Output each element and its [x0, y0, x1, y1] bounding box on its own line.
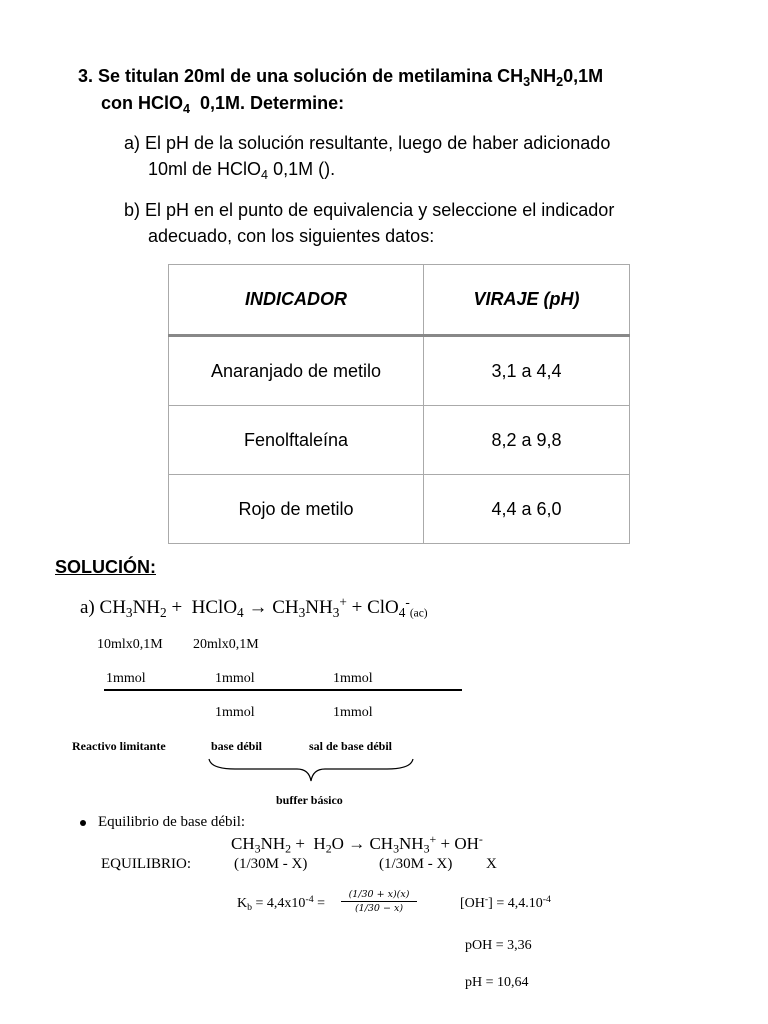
hydroxide-concentration: $[OH^-] = 4,4.10^{-4}$	[460, 894, 551, 911]
formula-part: CH	[497, 66, 524, 86]
formula-sub: 2	[556, 74, 564, 89]
mmol-final: 1mmol	[215, 705, 255, 720]
kb-equation: $K_b = 4,4x10^{-4}$ =	[237, 894, 326, 913]
kb-value: = 4,4x10	[255, 896, 306, 911]
equilibrium-term: X	[486, 856, 497, 872]
formula-concentration: 0,1M	[563, 66, 604, 86]
equilibrium-term: (1/30M - X)	[379, 856, 453, 872]
label-weak-base: base débil	[211, 739, 263, 753]
part-a-text: 10ml de HClO	[148, 159, 262, 179]
reaction-equation: a) $CH_3NH_2$ + HClO$_4$ → $CH_3NH_3^+ + ClO_4^-_{(ac)}$	[80, 594, 428, 620]
table-header: INDICADOR	[169, 265, 424, 336]
formula-part: NH	[530, 66, 557, 86]
mmol-final: 1mmol	[333, 705, 373, 720]
equilibrium-label: EQUILIBRIO:	[101, 856, 191, 872]
mmol-initial: 1mmol	[333, 671, 373, 686]
label-limiting-reagent: Reactivo limitante	[72, 739, 166, 753]
part-b-line-1: b) El pH en el punto de equivalencia y seleccione el indicador	[124, 200, 615, 220]
table-row	[169, 475, 630, 544]
bullet-icon	[80, 820, 86, 826]
divider-line	[104, 689, 462, 691]
problem-text-1: Se titulan 20ml de una solución de metilamina	[98, 66, 498, 86]
table-row	[169, 336, 630, 406]
indicator-table	[168, 264, 630, 544]
table-header-row	[169, 265, 630, 336]
mmol-initial: 1mmol	[106, 671, 146, 686]
mmol-initial: 1mmol	[215, 671, 255, 686]
table-row	[169, 406, 630, 475]
kb-exponent: -4	[305, 894, 314, 906]
problem-text-2b: 0,1M. Determine:	[190, 93, 345, 113]
problem-number: 3.	[78, 66, 94, 86]
oh-value: ] = 4,4.10	[488, 896, 543, 911]
formula-sub: 4	[261, 167, 269, 182]
poh-result: pOH = 3,36	[465, 938, 532, 953]
kb-fraction: (1/30 + x)(x) (1/30 − x)	[341, 889, 417, 914]
reaction-label: a)	[80, 597, 95, 618]
ph-result: pH = 10,64	[465, 975, 529, 990]
problem-line-2	[101, 93, 344, 114]
problem-text-2a: con HClO	[101, 93, 184, 113]
solution-heading: SOLUCIÓN:	[55, 557, 156, 577]
amount-base: 10mlx0,1M	[97, 637, 163, 652]
part-a-text-end: 0,1M ().	[268, 159, 336, 179]
formula-sub: 4	[183, 101, 191, 116]
part-b-line-2: adecuado, con los siguientes datos:	[148, 226, 435, 246]
amount-acid: 20mlx0,1M	[193, 637, 259, 652]
equilibrium-term: (1/30M - X)	[234, 856, 308, 872]
table-cell: 4,4 a 6,0	[424, 475, 630, 544]
table-cell: 3,1 a 4,4	[424, 336, 630, 406]
part-a-line-1: a) El pH de la solución resultante, luego de haber adicionado	[124, 133, 611, 153]
label-salt: sal de base débil	[309, 739, 393, 753]
formula-sub: 3	[523, 74, 531, 89]
table-cell: Anaranjado de metilo	[169, 336, 424, 406]
bullet-line	[80, 814, 245, 831]
table-cell: 8,2 a 9,8	[424, 406, 630, 475]
brace-icon	[205, 757, 417, 783]
label-buffer: buffer básico	[276, 793, 343, 807]
table-header: VIRAJE (pH)	[424, 265, 630, 336]
part-a-line-2	[148, 159, 335, 180]
problem-line-1	[78, 66, 603, 87]
table-cell: Rojo de metilo	[169, 475, 424, 544]
bullet-text: Equilibrio de base débil:	[98, 814, 246, 830]
equilibrium-equation: $CH_3NH_2 + H_2O \to CH_3NH_3^+ + OH^-$	[231, 832, 483, 856]
table-cell: Fenolftaleína	[169, 406, 424, 475]
